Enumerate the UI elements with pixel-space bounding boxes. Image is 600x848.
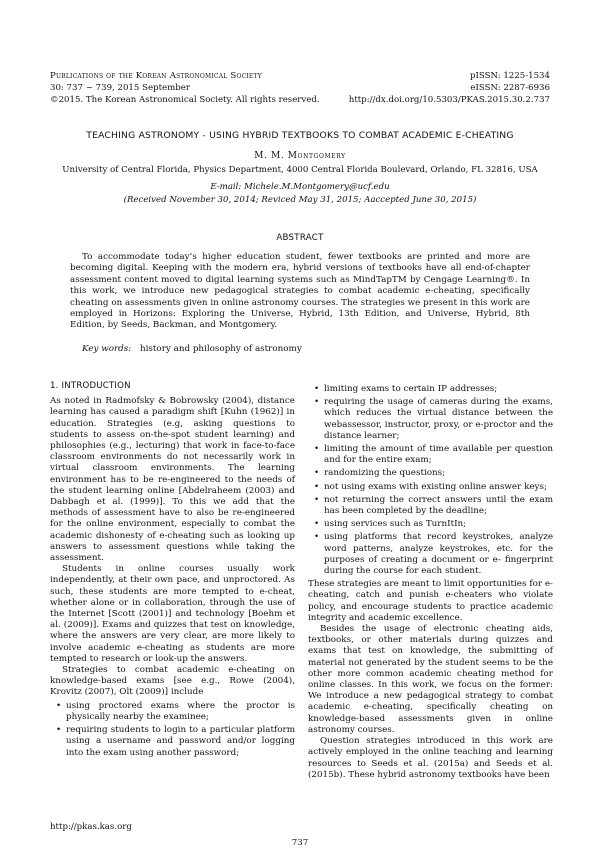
- list-item: • using platforms that record keystrokes, analyze word patterns, analyze keystrokes, etc. for the purposes of creating a document or e- fingerprint during the course for each student.: [308, 532, 553, 577]
- intro-paragraph: Students in online courses usually work independently, at their own pace, and unproctored. As such, these students are more tempted to e-cheat, whether alone or in collaboration, through the use of the Internet [Scott (2001)] and technology [Boehm et al. (2009)]. Exams and quizzes that test on knowledge, where the answers are very clear, are more likely to involve academic e-cheating as students are more tempted to research or look-up the answers.: [50, 564, 295, 664]
- body-paragraph: Question strategies introduced in this work are actively employed in the online teaching and learning resources to Seeds et al. (2015a) and Seeds et al. (2015b). These hybrid astronomy textbooks have been: [308, 736, 553, 780]
- list-item: • using proctored exams where the proctor is physically nearby the examinee;: [50, 701, 295, 723]
- strategy-list: [50, 701, 295, 759]
- pissn: pISSN: 1225-1534: [469, 71, 550, 81]
- list-item: • requiring students to login to a particular platform using a username and password and/or logging into the exam using another password;: [50, 725, 295, 759]
- author: M. M. Montgomery: [254, 151, 346, 161]
- list-item: • using services such as TurnItIn;: [308, 519, 553, 530]
- journal-header-right: [349, 70, 550, 106]
- journal-header-left: [50, 70, 320, 106]
- eissn: eISSN: 2287-6936: [470, 83, 550, 93]
- volume-line: 30: 737 ~ 739, 2015 September: [50, 83, 190, 93]
- author-email[interactable]: E-mail: Michele.M.Montgomery@ucf.edu: [210, 182, 390, 192]
- keywords-label: Key words:: [82, 344, 132, 354]
- keywords-value: history and philosophy of astronomy: [139, 344, 302, 354]
- list-item: • limiting exams to certain IP addresses;: [308, 384, 553, 395]
- copyright-line: ©2015. The Korean Astronomical Society. All rights reserved.: [50, 95, 320, 105]
- abstract-text: To accommodate today’s higher education student, fewer textbooks are printed and more are becoming digital. Keeping with the modern era, hybrid versions of textbooks have all end-of-chapter assessment content moved to digital learning systems such as MindTapTM by Cengage Learning®. In this work, we introduce new pedagogical strategies to combat academic e-cheating, specifically cheating on assessments given in online astronomy courses. The strategies we present in this work are employed in Horizons: Exploring the Universe, Hybrid, 13th Edition, and Universe, Hybrid, 8th Edition, by Seeds, Backman, and Montgomery.: [70, 252, 530, 331]
- strategy-list-continued: [308, 384, 553, 577]
- section-heading: 1. INTRODUCTION: [50, 381, 131, 391]
- left-column: [50, 381, 295, 761]
- list-item: • not returning the correct answers until the exam has been completed by the deadline;: [308, 495, 553, 517]
- journal-name: Publications of the Korean Astronomical Society: [50, 71, 262, 81]
- keywords: [82, 344, 302, 354]
- paper-title: TEACHING ASTRONOMY - USING HYBRID TEXTBOOKS TO COMBAT ACADEMIC E-CHEATING: [86, 130, 514, 141]
- doi-link[interactable]: http://dx.doi.org/10.5303/PKAS.2015.30.2.737: [348, 95, 550, 105]
- abstract-heading: ABSTRACT: [276, 233, 324, 243]
- list-item: • requiring the usage of cameras during the exams, which reduces the virtual distance between the webassessor, instructor, proxy, or e-proctor and the distance learner;: [308, 397, 553, 442]
- body-paragraph: These strategies are meant to limit opportunities for e-cheating, catch and punish e-cheaters who violate policy, and encourage students to practice academic integrity and academic excellence.: [308, 579, 553, 623]
- intro-paragraph: Strategies to combat academic e-cheating on knowledge-based exams [see e.g., Rowe (2004), Krovitz (2007), Olt (2009)] include: [50, 665, 295, 698]
- footer-url[interactable]: http://pkas.kas.org: [50, 822, 132, 832]
- right-column: [308, 384, 553, 781]
- list-item: • limiting the amount of time available per question and for the entire exam;: [308, 444, 553, 466]
- body-paragraph: Besides the usage of electronic cheating aids, textbooks, or other materials during quizzes and exams that test on knowledge, the submitting of material not generated by the student seems to be the other more common academic cheating method for online classes. In this work, we focus on the former: We introduce a new pedagogical strategy to combat academic e-cheating, specifically cheating on knowledge-based assessments given in online astronomy courses.: [308, 624, 553, 735]
- list-item: • randomizing the questions;: [308, 468, 553, 479]
- received-dates: (Received November 30, 2014; Reviced May 31, 2015; Aaccepted June 30, 2015): [123, 195, 477, 205]
- affiliation: University of Central Florida, Physics Department, 4000 Central Florida Boulevard, Orlando, FL 32816, USA: [62, 165, 538, 175]
- intro-paragraph: As noted in Radmofsky & Bobrowsky (2004), distance learning has caused a paradigm shift [Kuhn (1962)] in education. Strategies (e.g, asking questions to students to assess on-the-spot student learning) and philosophies (e.g., lecturing) that work in face-to-face classroom environments do not necessarily work in virtual classroom environments. The learning environment has to be re-engineered to the needs of the student learning online [Abdelraheem (2003) and Dabbagh et al. (1999)]. To this we add that the methods of assessment have to also be re-engineered for the online environment, especially to combat the academic dishonesty of e-cheating such as looking up answers to assessment questions while taking the assessment.: [50, 396, 295, 564]
- page-number: 737: [291, 838, 309, 848]
- list-item: • not using exams with existing online answer keys;: [308, 482, 553, 493]
